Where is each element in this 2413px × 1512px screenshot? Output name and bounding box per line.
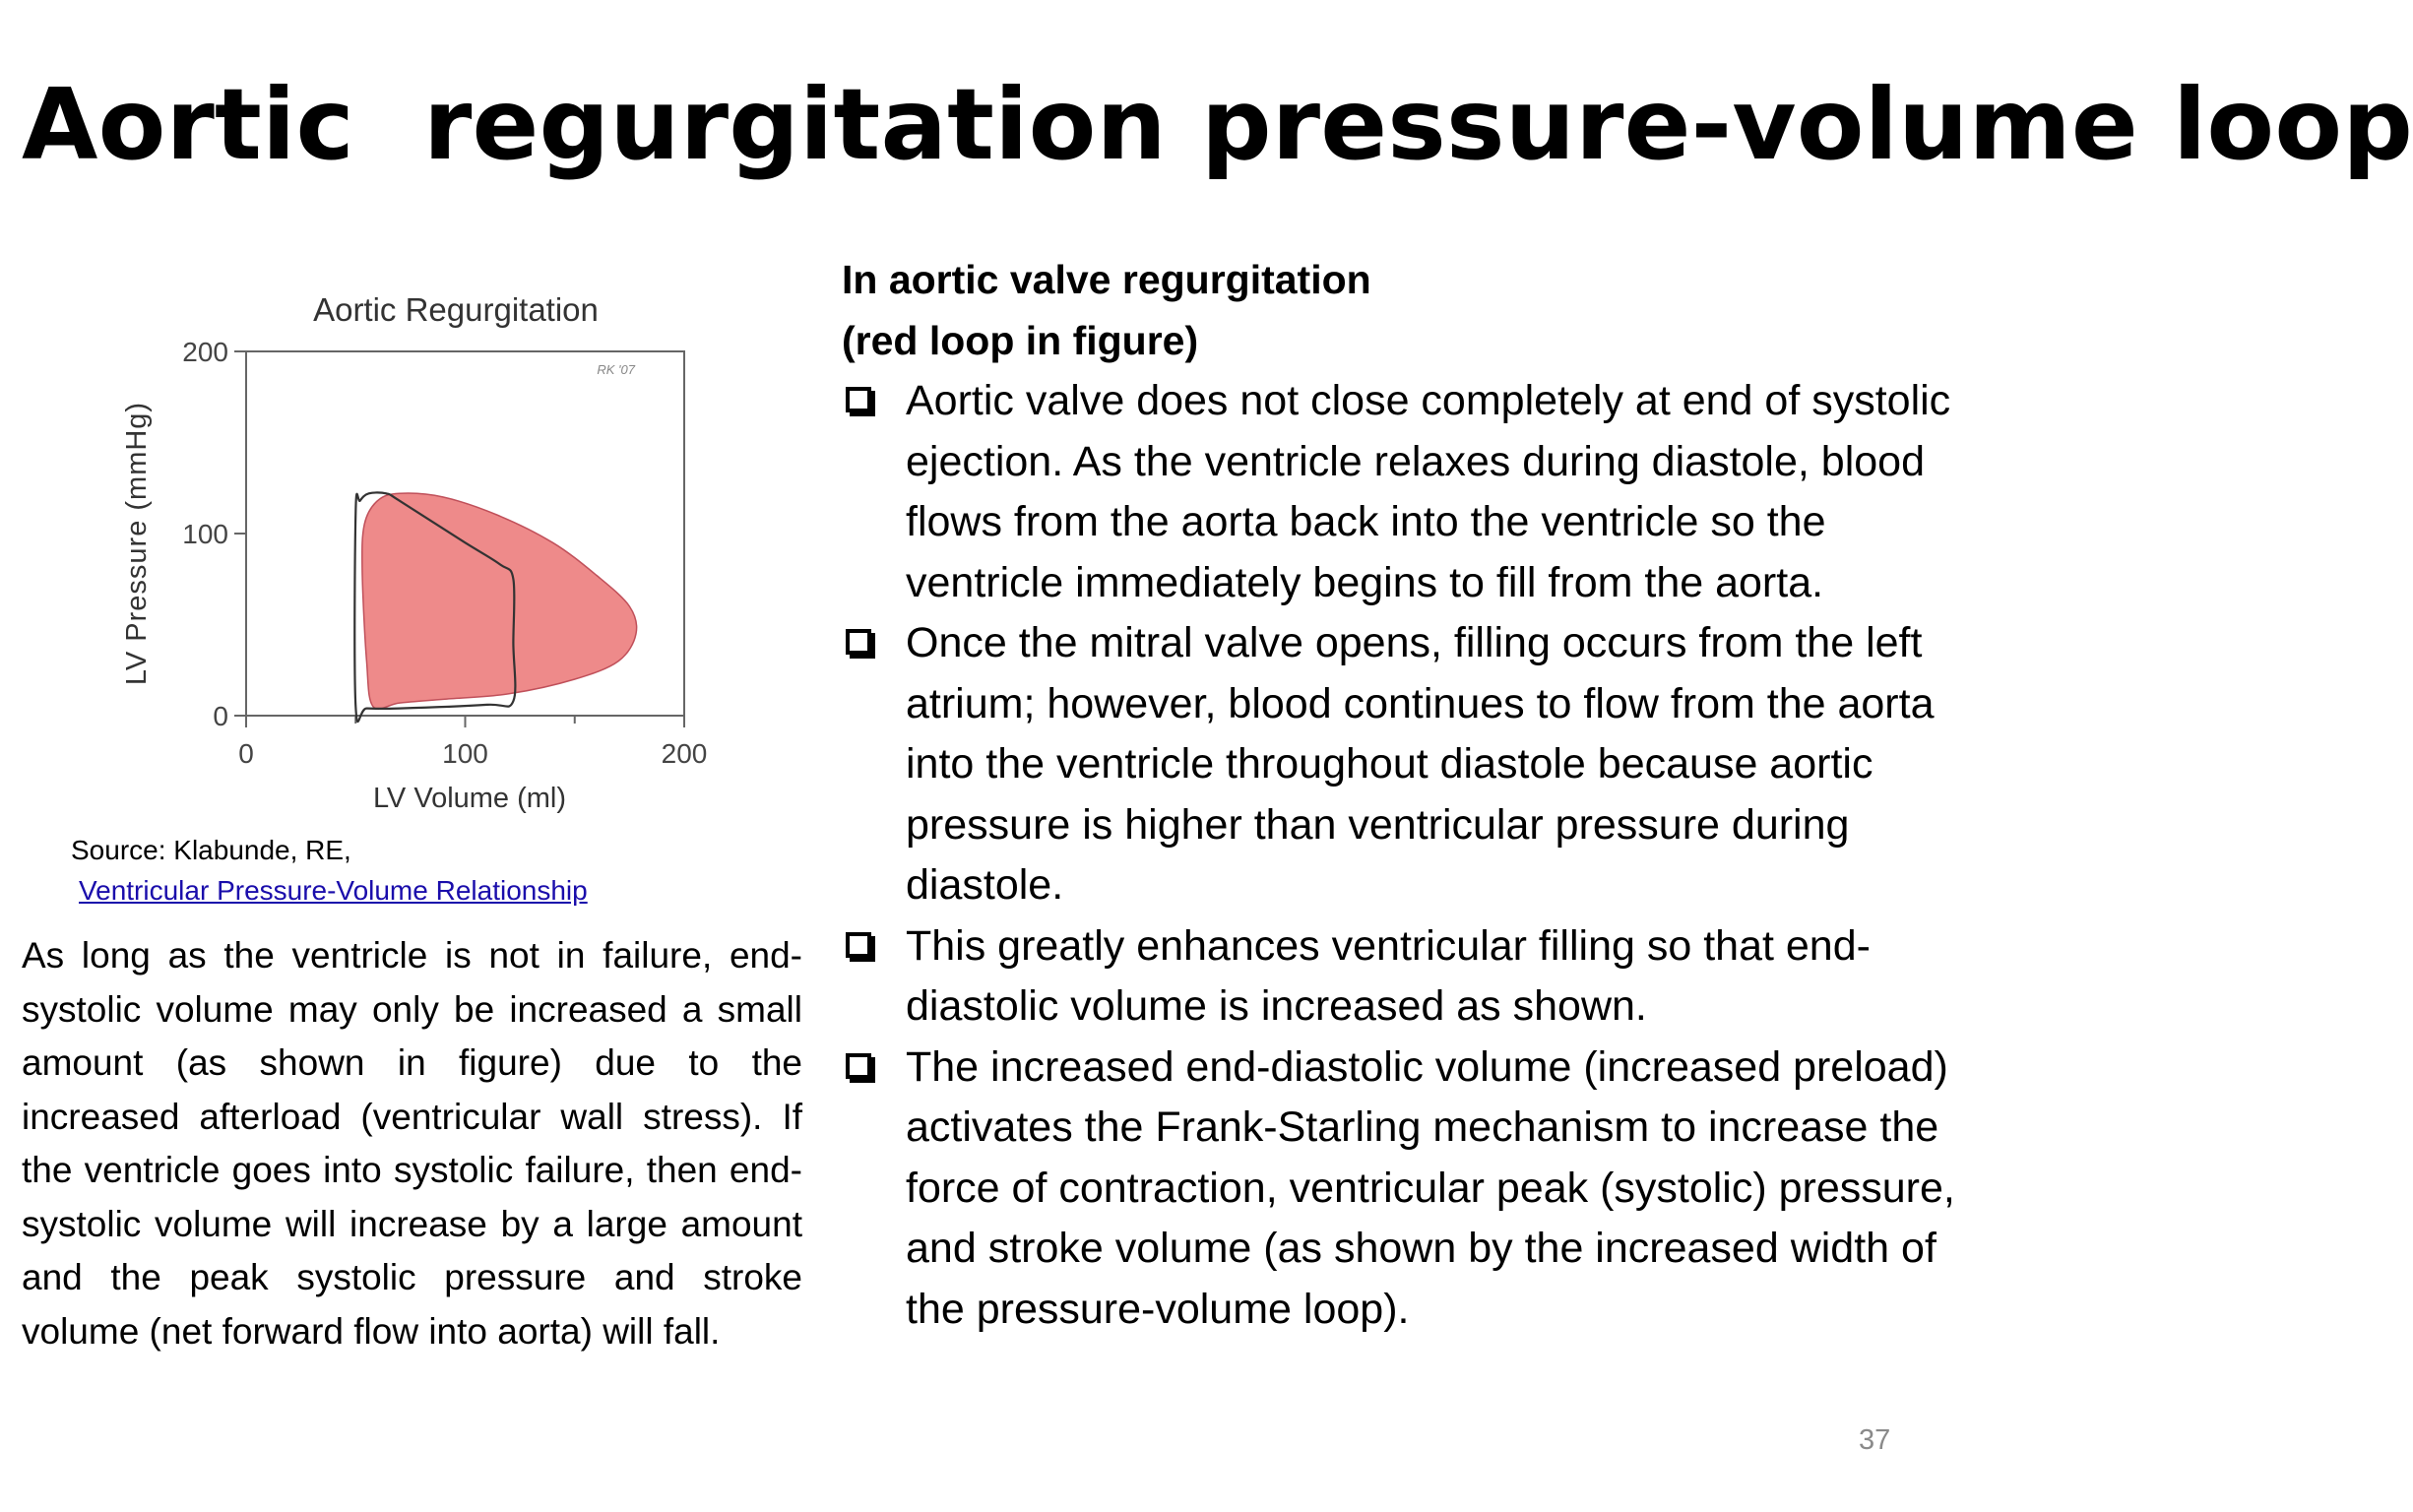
regurgitation-loop — [362, 493, 637, 709]
x-tick-label: 200 — [661, 738, 708, 769]
bullet-text: Once the mitral valve opens, filling occurs from the left atrium; however, blood continues to flow from the aorta into the ventricle throughout diastole because aortic pressure is higher than ventricular pressure during diastole. — [906, 619, 1935, 909]
chart-plot-area — [182, 337, 707, 769]
y-axis-label: LV Pressure (mmHg) — [121, 401, 153, 686]
bullet-item — [842, 371, 1984, 613]
bullet-text: This greatly enhances ventricular filling so that end-diastolic volume is increased as shown. — [906, 921, 1871, 1030]
source-link[interactable]: Ventricular Pressure-Volume Relationship — [79, 875, 588, 906]
checkbox-bullet-icon — [846, 1053, 871, 1079]
chart-title: Aortic Regurgitation — [313, 291, 599, 328]
checkbox-bullet-icon — [846, 932, 871, 958]
pv-loop-figure — [30, 248, 729, 917]
right-column — [842, 250, 1984, 1340]
x-tick-label: 0 — [238, 738, 254, 769]
figure-source — [71, 830, 588, 911]
bullet-item — [842, 1038, 1984, 1341]
slide-title: Aortic regurgitation pressure-volume loop — [22, 67, 2413, 182]
checkbox-bullet-icon — [846, 629, 871, 655]
source-label: Source: Klabunde, RE, — [71, 835, 351, 865]
y-tick-label: 100 — [182, 519, 228, 549]
checkbox-bullet-icon — [846, 387, 871, 412]
x-axis-label: LV Volume (ml) — [372, 783, 567, 814]
right-heading-line-1: In aortic valve regurgitation — [842, 257, 1371, 302]
bullet-text: The increased end-diastolic volume (increased preload) activates the Frank-Starling mechanism to increase the force of contraction, ventricular peak (systolic) pressure, and stroke volume (as shown by the increased width of the pressure-volume loop). — [906, 1042, 1955, 1333]
x-tick-label: 100 — [442, 738, 488, 769]
y-tick-label: 200 — [182, 337, 228, 367]
right-heading-line-2: (red loop in figure) — [842, 317, 1199, 363]
bullet-item — [842, 916, 1984, 1038]
bullet-text: Aortic valve does not close completely at end of systolic ejection. As the ventricle relaxes during diastole, blood flows from the aorta back into the ventricle so the ventricle immediately begins to fill from the aorta. — [906, 377, 1951, 606]
bullet-item — [842, 613, 1984, 916]
y-tick-label: 0 — [213, 701, 228, 731]
left-paragraph: As long as the ventricle is not in failure, end-systolic volume may only be increased a small amount (as shown in figure) due to the increased afterload (ventricular wall stress). If the ventricle goes into systolic failure, then end-systolic volume will increase by a large amount and the peak systolic pressure and stroke volume (net forward flow into aorta) will fall. — [22, 935, 802, 1352]
watermark: RK '07 — [597, 362, 635, 377]
page-number: 37 — [1859, 1424, 1891, 1456]
bullet-list — [842, 371, 1984, 1340]
pv-loop-chart — [30, 248, 729, 839]
